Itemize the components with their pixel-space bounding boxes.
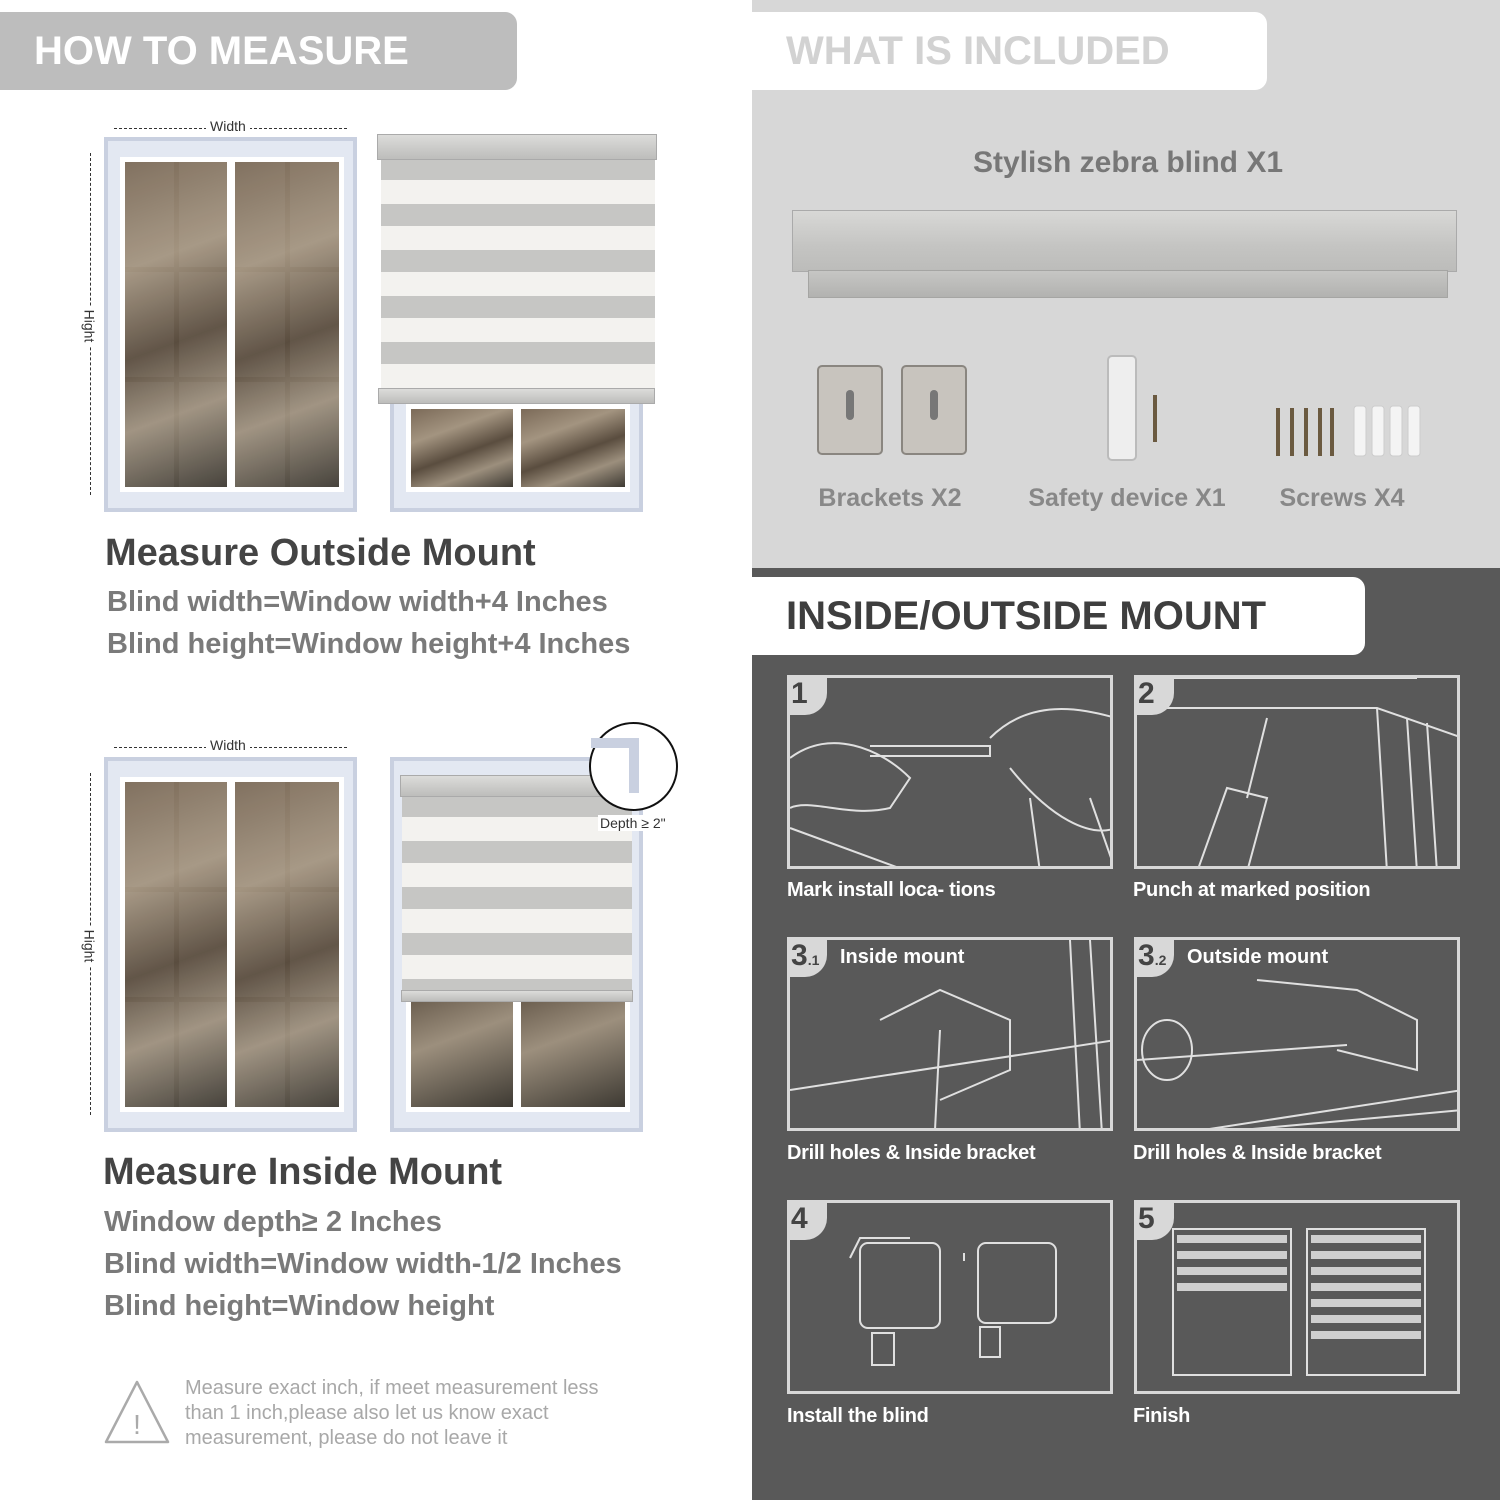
- outside-line: Blind height=Window height+4 Inches: [107, 628, 631, 660]
- marking-illustration: [790, 678, 1113, 869]
- step-number: 3.2: [1134, 937, 1174, 977]
- main-item-label: Stylish zebra blind X1: [972, 146, 1284, 179]
- warning-text: [185, 1376, 599, 1451]
- headrail-cassette: [808, 270, 1448, 298]
- warning-line: measurement, please do not leave it: [185, 1427, 508, 1449]
- window-photo: [104, 757, 357, 1132]
- inside-line: Blind height=Window height: [104, 1290, 495, 1322]
- step-number: 1: [787, 675, 827, 715]
- screws-label: Screws X4: [1279, 484, 1405, 512]
- step-1-panel: [787, 675, 1113, 869]
- height-label: Hight: [81, 927, 97, 966]
- headrail-image: [792, 210, 1457, 272]
- window-photo: [104, 137, 357, 512]
- warning-icon: [102, 1378, 172, 1448]
- brackets-label: Brackets X2: [818, 484, 962, 512]
- finished-blind-illustration: [1137, 1203, 1460, 1394]
- install-blind-illustration: [790, 1203, 1113, 1394]
- width-label: Width: [206, 118, 250, 134]
- step-title: Outside mount: [1187, 946, 1329, 968]
- step-number: 4: [787, 1200, 827, 1240]
- inside-line: Window depth≥ 2 Inches: [104, 1206, 442, 1238]
- step-5-label: Finish: [1133, 1405, 1191, 1427]
- how-to-measure-header: HOW TO MEASURE: [0, 12, 517, 90]
- step-number: 5: [1134, 1200, 1174, 1240]
- step-3-1-label: Drill holes & Inside bracket: [787, 1142, 1036, 1164]
- step-2-label: Punch at marked position: [1133, 879, 1371, 901]
- warning-line: Measure exact inch, if meet measurement less: [185, 1377, 599, 1399]
- brackets-image: [812, 360, 972, 460]
- outside-line: Blind width=Window width+4 Inches: [107, 586, 608, 618]
- step-2-panel: [1134, 675, 1460, 869]
- inside-mount-title: Measure Inside Mount: [103, 1151, 503, 1193]
- height-label: Hight: [81, 307, 97, 346]
- step-1-label: Mark install loca- tions: [787, 879, 996, 901]
- step-3-1-panel: [787, 937, 1113, 1131]
- safety-device-image: [1100, 350, 1170, 465]
- warning-line: than 1 inch,please also let us know exact: [185, 1402, 549, 1424]
- outside-mount-title: Measure Outside Mount: [105, 532, 536, 574]
- blind-headrail: [377, 134, 657, 160]
- step-3-2-panel: [1134, 937, 1460, 1131]
- what-is-included-header: WHAT IS INCLUDED: [752, 12, 1267, 90]
- width-label: Width: [206, 737, 250, 753]
- step-number: 2: [1134, 675, 1174, 715]
- step-5-panel: [1134, 1200, 1460, 1394]
- zebra-blind-outside: [381, 158, 655, 390]
- step-3-2-label: Drill holes & Inside bracket: [1133, 1142, 1382, 1164]
- blind-bottom-rail: [378, 388, 655, 404]
- drilling-illustration: [1137, 678, 1460, 869]
- safety-device-label: Safety device X1: [1028, 484, 1226, 512]
- step-4-panel: [787, 1200, 1113, 1394]
- step-number: 3.1: [787, 937, 827, 977]
- depth-label: Depth ≥ 2": [600, 815, 666, 831]
- step-4-label: Install the blind: [787, 1405, 929, 1427]
- depth-detail-circle: [589, 722, 678, 811]
- blind-bottom-rail: [401, 990, 633, 1002]
- inside-outside-mount-header: INSIDE/OUTSIDE MOUNT: [752, 577, 1365, 655]
- step-title: Inside mount: [840, 946, 965, 968]
- screws-image: [1270, 400, 1430, 462]
- svg-text:!: !: [133, 1409, 141, 1440]
- inside-line: Blind width=Window width-1/2 Inches: [104, 1248, 622, 1280]
